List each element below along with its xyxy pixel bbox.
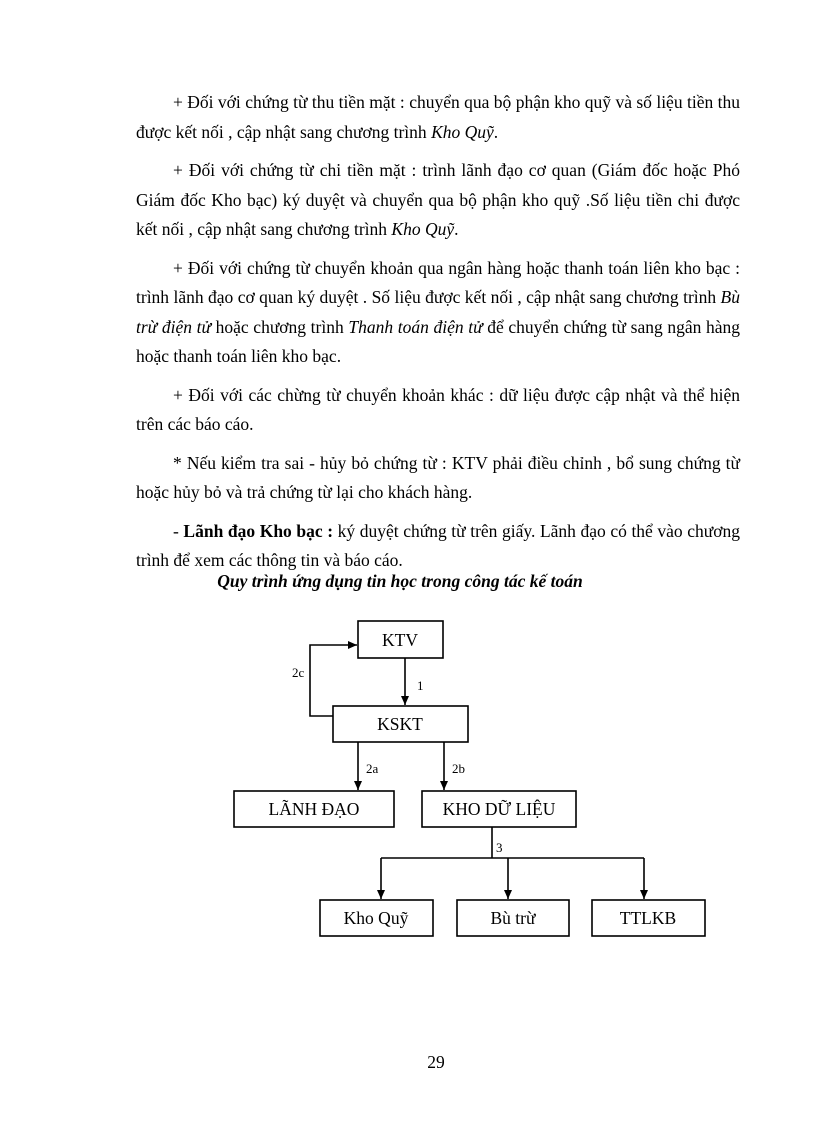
page-number: 29 xyxy=(427,1052,445,1072)
bold-run: Lãnh đạo Kho bạc : xyxy=(183,520,334,541)
text-run: + Đối với chứng từ thu tiền mặt : chuyển qua bộ phận kho quỹ và số liệu tiền thu được kết nối , cập nhật sang chương trình xyxy=(136,92,740,142)
text-run: + Đối với chứng từ chuyển khoản qua ngân hàng hoặc thanh toán liên kho bạc : trình lãnh đạo cơ quan ký duyệt . Số liệu được kết nối , cập nhật sang chương trình xyxy=(136,257,740,307)
node-bu-tru: Bù trừ xyxy=(490,908,536,928)
node-ttlkb: TTLKB xyxy=(619,908,677,928)
italic-run: Thanh toán điện tử xyxy=(348,316,483,337)
edge-label-3: 3 xyxy=(496,840,503,855)
text-run: + Đối với các chừng từ chuyển khoản khác : dữ liệu được cập nhật và thể hiện trên các báo cáo. xyxy=(136,384,740,434)
text-run: - xyxy=(173,520,184,541)
text-run: . xyxy=(454,219,459,239)
text-run: . xyxy=(493,121,499,142)
node-lanh-dao: LÃNH ĐẠO xyxy=(268,799,360,819)
italic-run: Kho Quỹ xyxy=(431,121,494,142)
diagram-caption: Quy trình ứng dụng tin học trong công tác kế toán xyxy=(217,571,583,591)
node-kskt: KSKT xyxy=(377,714,423,734)
node-ktv: KTV xyxy=(382,630,418,650)
text-run: * Nếu kiểm tra sai - hủy bỏ chứng từ : KTV phải điều chỉnh , bổ sung chứng từ hoặc hủy bỏ và trả chứng từ lại cho khách hàng. xyxy=(136,452,740,502)
edge-label-2c: 2c xyxy=(292,665,305,680)
text-run: ký duyệt chứng từ trên giấy. Lãnh đạo có thể vào chương trình để xem các thông tin và báo cáo. xyxy=(136,520,741,570)
edge-label-2a: 2a xyxy=(366,761,379,776)
edge-label-2b: 2b xyxy=(452,761,465,776)
text-run: hoặc chương trình xyxy=(211,316,349,337)
edge-label-1: 1 xyxy=(417,678,424,693)
node-kho-du-lieu: KHO DỮ LIỆU xyxy=(442,799,556,819)
italic-run: Bù trừ điện tử xyxy=(136,287,740,337)
node-kho-quy: Kho Quỹ xyxy=(343,908,409,928)
text-run: + Đối với chứng từ chi tiền mặt : trình lãnh đạo cơ quan (Giám đốc hoặc Phó Giám đốc Kho bạc) ký duyệt và chuyển qua bộ phận kho quỹ .Số liệu tiền chi được kết nối , cập nhật sang chương trình xyxy=(136,160,740,239)
italic-run: Kho Quỹ xyxy=(391,219,455,239)
text-run: để chuyển chứng từ sang ngân hàng hoặc thanh toán liên kho bạc. xyxy=(136,316,741,366)
